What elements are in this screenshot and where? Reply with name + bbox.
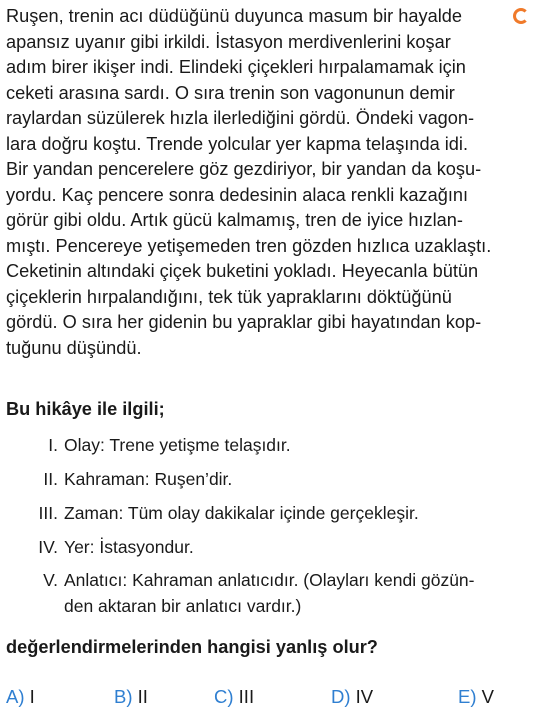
statement-text: Anlatıcı: Kahraman anlatıcıdır. (Olayları kendi gözün-	[64, 570, 475, 590]
statement-text: Zaman: Tüm olay dakikalar içinde gerçekleşir.	[64, 503, 419, 523]
statement-number: III.	[38, 503, 58, 523]
passage-line: lara doğru koştu. Trende yolcular yer kapma telaşında idi.	[6, 133, 469, 154]
passage-line: gördü. O sıra her gidenin bu yapraklar gibi hayatından kop-	[6, 312, 482, 332]
option-value: IV	[355, 686, 374, 707]
passage-line: Bir yandan pencerelere göz gezdiriyor, bir yandan da koşu-	[6, 159, 482, 179]
option-value: III	[238, 686, 255, 707]
passage-line: raylardan süzülerek hızla ilerlediğini gördü. Öndeki vagon-	[6, 108, 475, 128]
statement-item	[38, 503, 419, 524]
statement-text: Olay: Trene yetişme telaşıdır.	[64, 435, 291, 455]
passage-line: çiçeklerin hırpalandığını, tek tük yapraklarını döktüğünü	[6, 286, 452, 307]
option-c[interactable]	[214, 686, 254, 708]
option-a[interactable]	[6, 686, 35, 708]
passage-line: ceketi arasına sardı. O sıra trenin son vagonunun demir	[6, 82, 455, 103]
passage-line: apansız uyanır gibi irkildi. İstasyon merdivenlerini koşar	[6, 31, 451, 52]
option-value: V	[481, 686, 494, 707]
option-letter: E)	[458, 686, 477, 707]
question-intro: Bu hikâye ile ilgili;	[6, 399, 165, 419]
statement-item	[43, 469, 233, 490]
question-stem: değerlendirmelerinden hangisi yanlış olur?	[6, 637, 378, 657]
statement-text: Kahraman: Ruşen’dir.	[64, 469, 233, 489]
statement-text: den aktaran bir anlatıcı vardır.)	[64, 596, 302, 616]
passage-line: tuğunu düşündü.	[6, 337, 142, 358]
statement-continuation	[64, 596, 301, 617]
answer-options	[0, 686, 533, 710]
statement-number: IV.	[38, 537, 58, 557]
passage-line: Ruşen, trenin acı düdüğünü duyunca masum bir hayalde	[6, 6, 462, 26]
passage-line: adım birer ikişer indi. Elindeki çiçekleri hırpalamamak için	[6, 57, 466, 77]
statement-item	[48, 435, 291, 456]
option-value: II	[137, 686, 148, 707]
statement-number: V.	[43, 570, 58, 590]
option-b[interactable]	[114, 686, 148, 708]
option-letter: A)	[6, 686, 25, 707]
option-value: I	[29, 686, 35, 707]
option-letter: D)	[331, 686, 351, 707]
statement-item	[43, 570, 475, 591]
statement-text: Yer: İstasyondur.	[64, 537, 194, 557]
option-e[interactable]	[458, 686, 494, 708]
corner-mark-icon	[513, 8, 529, 24]
option-d[interactable]	[331, 686, 373, 708]
passage-line: görür gibi oldu. Artık gücü kalmamış, tren de iyice hızlan-	[6, 210, 463, 230]
statement-number: I.	[48, 435, 58, 455]
option-letter: C)	[214, 686, 234, 707]
statement-number: II.	[43, 469, 58, 489]
passage-line: mıştı. Pencereye yetişemeden tren gözden hızlıca uzaklaştı.	[6, 235, 492, 256]
passage-line: Ceketinin altındaki çiçek buketini yokladı. Heyecanla bütün	[6, 261, 479, 281]
passage-line: yordu. Kaç pencere sonra dedesinin alaca renkli kazağını	[6, 184, 469, 205]
passage	[6, 4, 533, 361]
option-letter: B)	[114, 686, 133, 707]
statement-item	[38, 537, 194, 558]
